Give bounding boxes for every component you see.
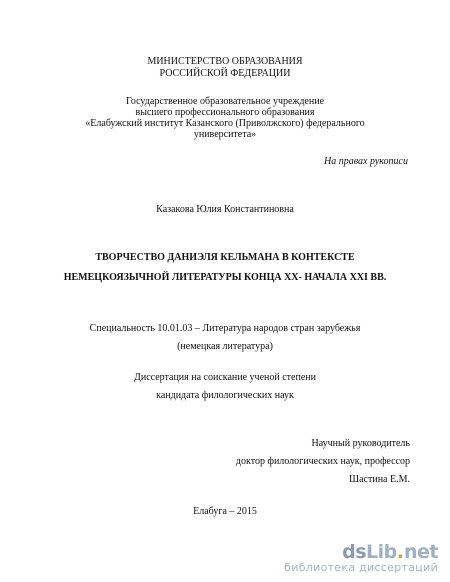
supervisor-degree: доктор филологических наук, профессор <box>235 456 410 467</box>
title-line-1: ТВОРЧЕСТВО ДАНИЭЛЯ КЕЛЬМАНА В КОНТЕКСТЕ <box>95 252 355 263</box>
supervisor-role: Научный руководитель <box>311 438 410 449</box>
degree-line-1: Диссертация на соискание ученой степени <box>134 372 316 383</box>
institution-line-1: Государственное образовательное учреждение <box>125 96 325 107</box>
degree-line-2: кандидата филологических наук <box>156 390 294 401</box>
watermark-subtitle: библиотека диссертаций <box>284 561 438 574</box>
institution-line-4: университета» <box>193 129 257 140</box>
logo-net: net <box>404 541 438 563</box>
manuscript-note: На правах рукописи <box>324 156 408 167</box>
institution-line-2: высшего профессионального образования <box>135 107 315 118</box>
logo-dot: . <box>396 541 404 563</box>
institution-line-3: «Елабужский институт Казанского (Приволжского) федерального <box>85 118 365 129</box>
specialty-line-2: (немецкая литература) <box>177 341 273 352</box>
dslib-watermark <box>284 541 438 574</box>
ministry-line-2: РОССИЙСКОЙ ФЕДЕРАЦИИ <box>159 68 291 79</box>
supervisor-name: Шастина Е.М. <box>349 474 410 485</box>
author-name: Казакова Юлия Константиновна <box>156 204 294 215</box>
dslib-logo <box>284 541 438 563</box>
logo-ds: ds <box>342 541 367 563</box>
ministry-line-1: МИНИСТЕРСТВО ОБРАЗОВАНИЯ <box>147 56 303 67</box>
place-year: Елабуга – 2015 <box>193 506 257 517</box>
specialty-line-1: Специальность 10.01.03 – Литература народов стран зарубежья <box>89 323 361 334</box>
title-line-2: НЕМЕЦКОЯЗЫЧНОЙ ЛИТЕРАТУРЫ КОНЦА ХХ- НАЧАЛА XXI ВВ. <box>63 272 387 283</box>
logo-lib: Lib <box>366 541 397 563</box>
